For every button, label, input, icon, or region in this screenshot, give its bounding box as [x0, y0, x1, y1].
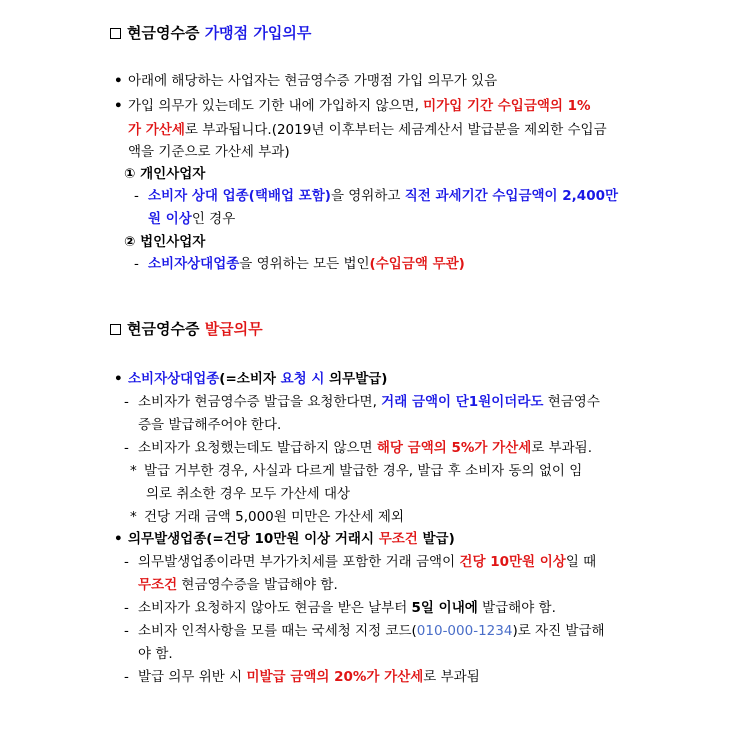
- section2-b2-dash3-line1: - 소비자 인적사항을 모를 때는 국세청 지정 코드(010-000-1234)로 자진 발급해: [124, 623, 605, 639]
- bullet-icon: •: [114, 73, 123, 89]
- section1-item2-title: ② 법인사업자: [124, 234, 206, 250]
- section1-item1-line2: 원 이상인 경우: [148, 211, 236, 227]
- section1-bullet2-line1: • 가입 의무가 있는데도 기한 내에 가입하지 않으면, 미가입 기간 수입금액의 1%: [114, 98, 591, 114]
- section2-heading-highlight: 발급의무: [204, 320, 263, 338]
- section2-b1-dash2: - 소비자가 요청했는데도 발급하지 않으면 해당 금액의 5%가 가산세로 부과됨.: [124, 440, 593, 456]
- section1-heading: 현금영수증 가맹점 가입의무: [110, 24, 311, 42]
- section2-b2-dash3-line2: 야 함.: [138, 646, 173, 662]
- bullet-icon: •: [114, 371, 123, 387]
- section1-bullet2-line2: 가 가산세로 부과됩니다.(2019년 이후부터는 세금계산서 발급분을 제외한 수입금: [128, 122, 607, 138]
- section2-bullet1-title: • 소비자상대업종(=소비자 요청 시 의무발급): [114, 371, 388, 387]
- section1-heading-highlight: 가맹점 가입의무: [204, 24, 312, 42]
- section1-bullet2-line3: 액을 기준으로 가산세 부과): [128, 144, 290, 160]
- bullet-icon: •: [114, 98, 123, 114]
- section2-b2-dash1-line2: 무조건 현금영수증을 발급해야 함.: [138, 577, 338, 593]
- section2-b1-note1-line1: * 발급 거부한 경우, 사실과 다르게 발급한 경우, 발급 후 소비자 동의 없이 임: [130, 463, 583, 479]
- checkbox-square-icon: [110, 28, 121, 39]
- section2-bullet2-title: • 의무발생업종(=건당 10만원 이상 거래시 무조건 발급): [114, 531, 455, 547]
- section1-item1-line1: - 소비자 상대 업종(택배업 포함)을 영위하고 직전 과세기간 수입금액이 2,400만: [134, 188, 619, 204]
- designated-code: 010-000-1234: [416, 623, 513, 639]
- section2-b2-dash1-line1: - 의무발생업종이라면 부가가치세를 포함한 거래 금액이 건당 10만원 이상일 때: [124, 554, 597, 570]
- section2-b1-note1-line2: 의로 취소한 경우 모두 가산세 대상: [146, 486, 351, 502]
- section1-bullet1: • 아래에 해당하는 사업자는 현금영수증 가맹점 가입 의무가 있음: [114, 73, 498, 89]
- section2-heading: 현금영수증 발급의무: [110, 320, 263, 338]
- bullet-icon: •: [114, 531, 123, 547]
- section1-item1-title: ① 개인사업자: [124, 166, 206, 182]
- section2-b1-dash1-line1: - 소비자가 현금영수증 발급을 요청한다면, 거래 금액이 단1원이더라도 현금영수: [124, 394, 600, 410]
- section2-b1-dash1-line2: 증을 발급해주어야 한다.: [138, 417, 282, 433]
- circled-one-marker: ①: [124, 166, 136, 182]
- checkbox-square-icon: [110, 324, 121, 335]
- section2-b2-dash2: - 소비자가 요청하지 않아도 현금을 받은 날부터 5일 이내에 발급해야 함.: [124, 600, 556, 616]
- section2-b2-dash4: - 발급 의무 위반 시 미발급 금액의 20%가 가산세로 부과됨: [124, 669, 480, 685]
- section1-item2-line1: - 소비자상대업종을 영위하는 모든 법인(수입금액 무관): [134, 256, 465, 272]
- section2-b1-note2: * 건당 거래 금액 5,000원 미만은 가산세 제외: [130, 509, 405, 525]
- circled-two-marker: ②: [124, 234, 136, 250]
